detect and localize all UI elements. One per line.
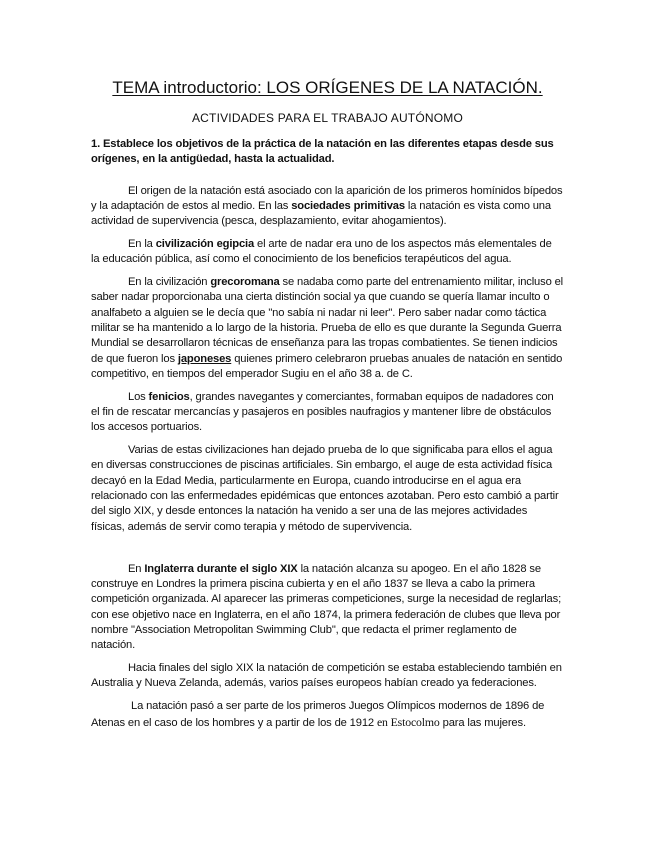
document-body: [91, 137, 563, 738]
paragraph-origins: [91, 184, 563, 230]
title-colon: :: [256, 78, 267, 97]
p3-emphasis: grecoromana: [210, 276, 280, 289]
title-part-1: TEMA introductorio: [112, 78, 257, 97]
question-1: 1. Establece los objetivos de la práctica de la natación en las diferentes etapas desde sus orígenes, en la antigüedad, hasta la actualidad.: [91, 138, 554, 166]
p1-emphasis: sociedades primitivas: [291, 199, 405, 212]
p6-text-c: la natación alcanza su apogeo. En el año 1828 se construye en Londres la primera piscina cubierta y en el año 1837 se lleva a cabo la primera competición organizada. Al aparecer las primeras competiciones, surge la necesidad de reglarlas; con ese objetivo nace en Inglaterra, en el año 1874, la primera federación de clubes que lleva por nombre "Association Metropolitan Swimming Club", que redacta el primer reglamento de natación.: [91, 562, 562, 652]
section-subtitle: ACTIVIDADES PARA EL TRABAJO AUTÓNOMO: [191, 111, 464, 125]
p1-text-a: El origen de la natación está asociado con la aparición de los primeros homínidos bípedos y la adaptación de estos al medio. En las: [91, 184, 563, 212]
title-end: .: [537, 78, 543, 97]
p8-stockholm: en Estocolmo: [376, 714, 440, 729]
p4-text-c: , grandes navegantes y comerciantes, formaban equipos de nadadores con el fin de rescatar mercancías y pasajeros en posibles naufragios y mantener libre de obstáculos los accesos portuarios.: [91, 390, 554, 434]
p1-text-c: la natación es vista como una actividad de supervivencia (pesca, desplazamiento, evitar ahogamientos).: [91, 199, 551, 228]
title-part-2: LOS ORÍGENES DE LA NATACIÓN: [266, 78, 538, 97]
title-underline: [112, 78, 542, 97]
paragraph-olympics: [91, 699, 563, 731]
paragraph-grecoroman: [91, 275, 563, 382]
p3-emphasis-japanese: japoneses: [177, 352, 232, 365]
p3-text-c: se nadaba como parte del entrenamiento militar, incluso el saber nadar proporcionaba una cierta distinción social ya que cuando se quería llamar inculto o analfabeto a alguien se le decía que "no sabía ni nadar ni leer". Pero saber nadar como táctica militar se ha mantenido a lo largo de la historia. Prueba de ello es que durante la Segunda Guerra Mundial se desarrollaron técnicas de enseñanza para las tropas combatientes. Se tienen indicios de que fueron los: [91, 276, 564, 365]
p2-text-c: el arte de nadar era uno de los aspectos más elementales de la educación pública, así como el conocimiento de los beneficios terapéuticos del agua.: [91, 237, 552, 266]
p6-text-a: En: [128, 562, 145, 575]
p2-text-a: En la: [128, 237, 156, 250]
p4-text-a: Los: [128, 390, 149, 403]
p4-emphasis: fenicios: [148, 390, 190, 403]
paragraph-england: [91, 562, 563, 654]
paragraph-phoenicians: [91, 390, 563, 436]
paragraph-middle-ages: Varias de estas civilizaciones han dejado prueba de lo que significaba para ellos el agua en diversas construcciones de piscinas artificiales. Sin embargo, el auge de esta actividad física decayó en la Edad Media, particularmente en Europa, cuando introducirse en el agua era relacionado con las enfermedades epidémicas que entonces azotaban. Pero esto cambió a partir del siglo XIX, y desde entonces la natación ha venido a ser una de las mejores actividades físicas, además de servir como terapia y método de supervivencia.: [91, 444, 559, 533]
p2-emphasis: civilización egipcia: [155, 237, 255, 250]
paragraph-australia: Hacia finales del siglo XIX la natación de competición se estaba estableciendo también en Australia y Nueva Zelanda, además, varios países europeos habían creado ya federaciones.: [91, 662, 562, 690]
page-title: [0, 77, 655, 99]
p3-text-a: En la civilización: [128, 276, 211, 289]
p8-text-c: para las mujeres.: [439, 716, 526, 729]
paragraph-egypt: [91, 237, 563, 268]
p3-text-e: quienes primero celebraron pruebas anuales de natación en sentido competitivo, en tiempos del emperador Sugiu en el año 38 a. de C.: [91, 352, 563, 380]
p8-text-a: La natación pasó a ser parte de los primeros Juegos Olímpicos modernos de 1896 de Atenas en el caso de los hombres y a partir de los de 1912: [91, 700, 545, 729]
p6-emphasis: Inglaterra durante el siglo XIX: [144, 562, 298, 575]
